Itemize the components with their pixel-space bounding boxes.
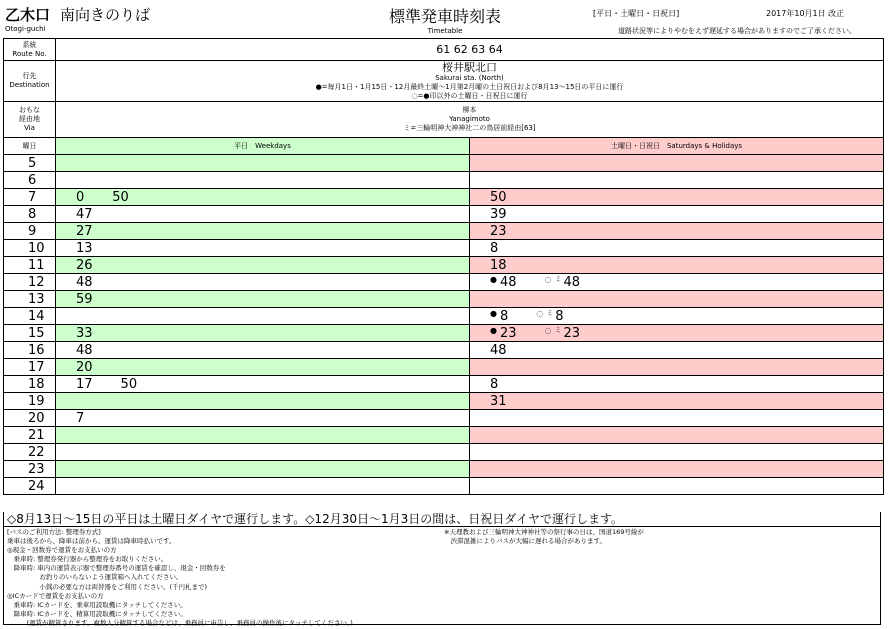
instruction-line: 小銭の必要な方は両替器をご利用ください。(千円札まで) — [7, 582, 208, 591]
holiday-departure — [490, 326, 517, 341]
hour-cell: 24 — [4, 478, 56, 495]
holiday-departure — [545, 275, 581, 290]
holiday-departure — [490, 343, 507, 358]
weekday-departure — [76, 258, 93, 273]
weekday-minutes-cell — [56, 393, 470, 410]
route-label-jp: 系統 — [22, 40, 37, 49]
usage-instructions — [3, 527, 881, 625]
hour-cell: 17 — [4, 359, 56, 376]
instruction-line: [バスのご利用方法: 整理券方式] — [7, 528, 101, 536]
holiday-minutes-cell — [470, 240, 884, 257]
holiday-minutes-cell — [470, 189, 884, 206]
holiday-departure — [490, 224, 507, 239]
weekday-minutes-cell — [56, 206, 470, 223]
weekday-departure — [76, 241, 93, 256]
stop-name: 乙木口 — [5, 6, 51, 24]
hour-row — [4, 308, 884, 325]
weekday-minutes-cell — [56, 155, 470, 172]
dest-label-jp: 行先 — [22, 72, 37, 80]
minute-value: 48 — [563, 274, 581, 290]
instruction-line: 乗車時: 整理券発行器から整理券をお取りください。 — [7, 555, 168, 564]
hour-cell: 12 — [4, 274, 56, 291]
hour-cell: 20 — [4, 410, 56, 427]
hour-column-header: 曜日 — [4, 138, 56, 155]
minute-value: 23 — [563, 325, 581, 341]
hour-cell: 13 — [4, 291, 56, 308]
header — [0, 0, 890, 38]
holiday-minutes-cell — [470, 257, 884, 274]
weekday-departure — [76, 190, 84, 205]
destination-en: Sakurai sta. (North) — [435, 74, 504, 82]
minute-value: 23 — [490, 223, 507, 239]
weekday-minutes-cell — [56, 342, 470, 359]
hour-cell: 22 — [4, 444, 56, 461]
minute-value: 23 — [499, 325, 517, 341]
weekday-minutes-cell — [56, 274, 470, 291]
minute-value: 27 — [76, 223, 93, 239]
hour-row — [4, 172, 884, 189]
minute-value: 8 — [499, 308, 509, 324]
via-label-2: 経由地 — [19, 115, 40, 123]
weekday-minutes-cell — [56, 291, 470, 308]
instruction-line: 渋滞混雑によりバスが大幅に遅れる場合があります。 — [444, 537, 606, 546]
holiday-column-header: 土曜日・日祝日 Saturdays & Holidays — [470, 138, 884, 155]
via-label-1: おもな — [19, 106, 40, 114]
usage-instructions-right — [444, 528, 874, 546]
minute-value: 47 — [76, 206, 93, 222]
weekday-minutes-cell — [56, 172, 470, 189]
instruction-line: ◎ICカードで運賃をお支払いの方 — [7, 591, 104, 600]
via-main-en: Yanagimoto — [449, 115, 490, 123]
weekday-minutes-cell — [56, 461, 470, 478]
revision-date: 2017年10月1日 改正 — [766, 9, 845, 18]
hour-row — [4, 376, 884, 393]
usage-instructions-left — [7, 528, 437, 628]
weekday-minutes-cell — [56, 223, 470, 240]
weekday-departure — [76, 343, 93, 358]
hour-row — [4, 393, 884, 410]
minute-value: 26 — [76, 257, 93, 273]
route-numbers: 61 62 63 64 — [56, 39, 884, 61]
destination-note-1: ●=毎月1日・1月15日・12月最終土曜～1月第2月曜の土日祝日および8月13～15日の平日に運行 — [315, 83, 624, 91]
holiday-departure — [490, 309, 508, 324]
holiday-minutes-cell — [470, 393, 884, 410]
page-title: 標準発車時刻表 — [388, 7, 501, 26]
weekday-departure — [76, 207, 93, 222]
service-mark: ● — [490, 325, 497, 335]
weekday-minutes-cell — [56, 240, 470, 257]
instruction-line: 降車時: ICカードを、精算用読取機にタッチしてください。 — [7, 609, 187, 618]
hour-row — [4, 257, 884, 274]
weekday-column-header: 平日 Weekdays — [56, 138, 470, 155]
timetable — [3, 38, 884, 495]
holiday-minutes-cell — [470, 342, 884, 359]
hour-row — [4, 461, 884, 478]
hour-row — [4, 155, 884, 172]
minute-value: 59 — [76, 291, 93, 307]
holiday-minutes-cell — [470, 376, 884, 393]
holiday-departure — [490, 258, 507, 273]
hour-row — [4, 427, 884, 444]
hour-row — [4, 240, 884, 257]
minute-value: 48 — [76, 342, 93, 358]
via-mark: ミ — [554, 274, 562, 283]
service-mark: ◌ — [544, 274, 552, 284]
minute-value: 33 — [76, 325, 93, 341]
hour-cell: 11 — [4, 257, 56, 274]
weekday-minutes-cell — [56, 189, 470, 206]
minute-value: 39 — [490, 206, 507, 222]
holiday-departure — [490, 241, 498, 256]
weekday-departure — [76, 377, 93, 392]
holiday-departure — [545, 326, 581, 341]
via-label-en: Via — [24, 124, 35, 132]
weekday-departure — [76, 326, 93, 341]
weekday-minutes-cell — [56, 257, 470, 274]
holiday-minutes-cell — [470, 410, 884, 427]
hour-row — [4, 206, 884, 223]
minute-value: 48 — [76, 274, 93, 290]
minute-value: 8 — [555, 308, 564, 324]
weekday-departure — [112, 190, 129, 205]
minute-value: 17 — [76, 376, 93, 392]
holiday-departure — [490, 394, 507, 409]
holiday-departure — [490, 275, 517, 290]
delay-notice: 道路状況等によりやむをえず遅延する場合がありますのでご了承ください。 — [618, 27, 856, 35]
dest-label-en: Destination — [9, 81, 50, 89]
service-mark: ◌ — [544, 325, 552, 335]
route-label — [4, 39, 56, 61]
weekday-departure — [76, 360, 93, 375]
holiday-departure — [536, 309, 563, 324]
holiday-minutes-cell — [470, 444, 884, 461]
holiday-minutes-cell — [470, 274, 884, 291]
minute-value: 20 — [76, 359, 93, 375]
operation-notice: ◇8月13日～15日の平日は土曜日ダイヤで運行します。◇12月30日～1月3日の間は、日祝日ダイヤで運行します。 — [3, 512, 881, 527]
service-mark: ● — [490, 274, 497, 284]
hour-row — [4, 444, 884, 461]
instruction-line: 降車時: 車内の運賃表示器で整理券番号の運賃を確認し、現金・回数券を — [7, 564, 226, 573]
hour-row — [4, 410, 884, 427]
hour-cell: 18 — [4, 376, 56, 393]
hour-cell: 7 — [4, 189, 56, 206]
hour-row — [4, 223, 884, 240]
service-mark: ◌ — [536, 308, 544, 318]
weekday-departure — [76, 292, 93, 307]
weekday-minutes-cell — [56, 359, 470, 376]
hour-cell: 14 — [4, 308, 56, 325]
instruction-line: お釣りのいらないよう運賃箱へ入れてください。 — [7, 573, 183, 582]
via-mark: ミ — [554, 325, 562, 334]
holiday-minutes-cell — [470, 291, 884, 308]
holiday-minutes-cell — [470, 206, 884, 223]
hour-cell: 10 — [4, 240, 56, 257]
weekday-minutes-cell — [56, 410, 470, 427]
minute-value: 0 — [76, 189, 85, 205]
minute-value: 48 — [490, 342, 507, 358]
instruction-line: 乗車時: ICカードを、乗車用読取機にタッチしてください。 — [7, 600, 187, 609]
minute-value: 13 — [76, 240, 93, 256]
via-main: 柳本 — [462, 106, 477, 114]
via-cell — [56, 102, 884, 138]
destination-label — [4, 61, 56, 102]
hour-cell: 5 — [4, 155, 56, 172]
holiday-minutes-cell — [470, 359, 884, 376]
minute-value: 50 — [120, 376, 138, 392]
holiday-minutes-cell — [470, 325, 884, 342]
hour-cell: 9 — [4, 223, 56, 240]
holiday-minutes-cell — [470, 308, 884, 325]
weekday-minutes-cell — [56, 427, 470, 444]
hour-cell: 19 — [4, 393, 56, 410]
hour-row — [4, 189, 884, 206]
holiday-minutes-cell — [470, 427, 884, 444]
weekday-minutes-cell — [56, 478, 470, 495]
hour-row — [4, 274, 884, 291]
page-title-en: Timetable — [427, 27, 463, 35]
instruction-line: ◎現金・回数券で運賃をお支払いの方 — [7, 546, 117, 555]
weekday-minutes-cell — [56, 444, 470, 461]
day-types: [平日・土曜日・日祝日] — [593, 9, 680, 18]
hour-cell: 23 — [4, 461, 56, 478]
hour-row — [4, 291, 884, 308]
via-label — [4, 102, 56, 138]
weekday-departure — [121, 377, 138, 392]
holiday-departure — [490, 190, 507, 205]
stop-romaji: Otogi-guchi — [5, 25, 46, 33]
hour-cell: 16 — [4, 342, 56, 359]
minute-value: 18 — [490, 257, 507, 273]
weekday-minutes-cell — [56, 376, 470, 393]
holiday-minutes-cell — [470, 461, 884, 478]
instruction-line: 乗車は後ろから、降車は前から。運賃は降車時払いです。 — [7, 537, 176, 546]
weekday-minutes-cell — [56, 325, 470, 342]
service-mark: ● — [490, 308, 497, 318]
holiday-minutes-cell — [470, 478, 884, 495]
minute-value: 8 — [490, 240, 499, 256]
minute-value: 50 — [490, 189, 507, 205]
via-mark: ミ — [546, 308, 554, 317]
hour-row — [4, 359, 884, 376]
weekday-departure — [76, 224, 93, 239]
hour-cell: 8 — [4, 206, 56, 223]
hour-row — [4, 342, 884, 359]
minute-value: 8 — [490, 376, 499, 392]
minute-value: 50 — [112, 189, 129, 205]
hour-cell: 21 — [4, 427, 56, 444]
minute-value: 48 — [499, 274, 517, 290]
via-note: ミ=三輪明神大神神社二の鳥居前経由[63] — [403, 124, 536, 132]
holiday-departure — [490, 207, 507, 222]
destination-cell — [56, 61, 884, 102]
route-label-en: Route No. — [12, 49, 47, 58]
platform-name: 南向きのりば — [60, 6, 151, 24]
destination: 桜井駅北口 — [442, 61, 497, 74]
destination-note-2: ◌=●印以外の土曜日・日祝日に運行 — [411, 92, 528, 100]
holiday-departure — [490, 377, 498, 392]
holiday-minutes-cell — [470, 223, 884, 240]
weekday-minutes-cell — [56, 308, 470, 325]
instruction-line: (運賃が精算されます。複数人分精算する場合などは、乗務員に申告し、乗務員の操作後にタッチしてください。) — [7, 618, 353, 627]
hour-cell: 15 — [4, 325, 56, 342]
holiday-minutes-cell — [470, 172, 884, 189]
hour-cell: 6 — [4, 172, 56, 189]
hour-row — [4, 325, 884, 342]
weekday-departure — [76, 275, 93, 290]
holiday-minutes-cell — [470, 155, 884, 172]
weekday-departure — [76, 411, 84, 426]
hour-row — [4, 478, 884, 495]
minute-value: 7 — [76, 410, 85, 426]
minute-value: 31 — [490, 393, 507, 409]
instruction-line: ※天理教および三輪明神大神神社等の祭行事の日は、国道169号線が — [444, 528, 644, 536]
